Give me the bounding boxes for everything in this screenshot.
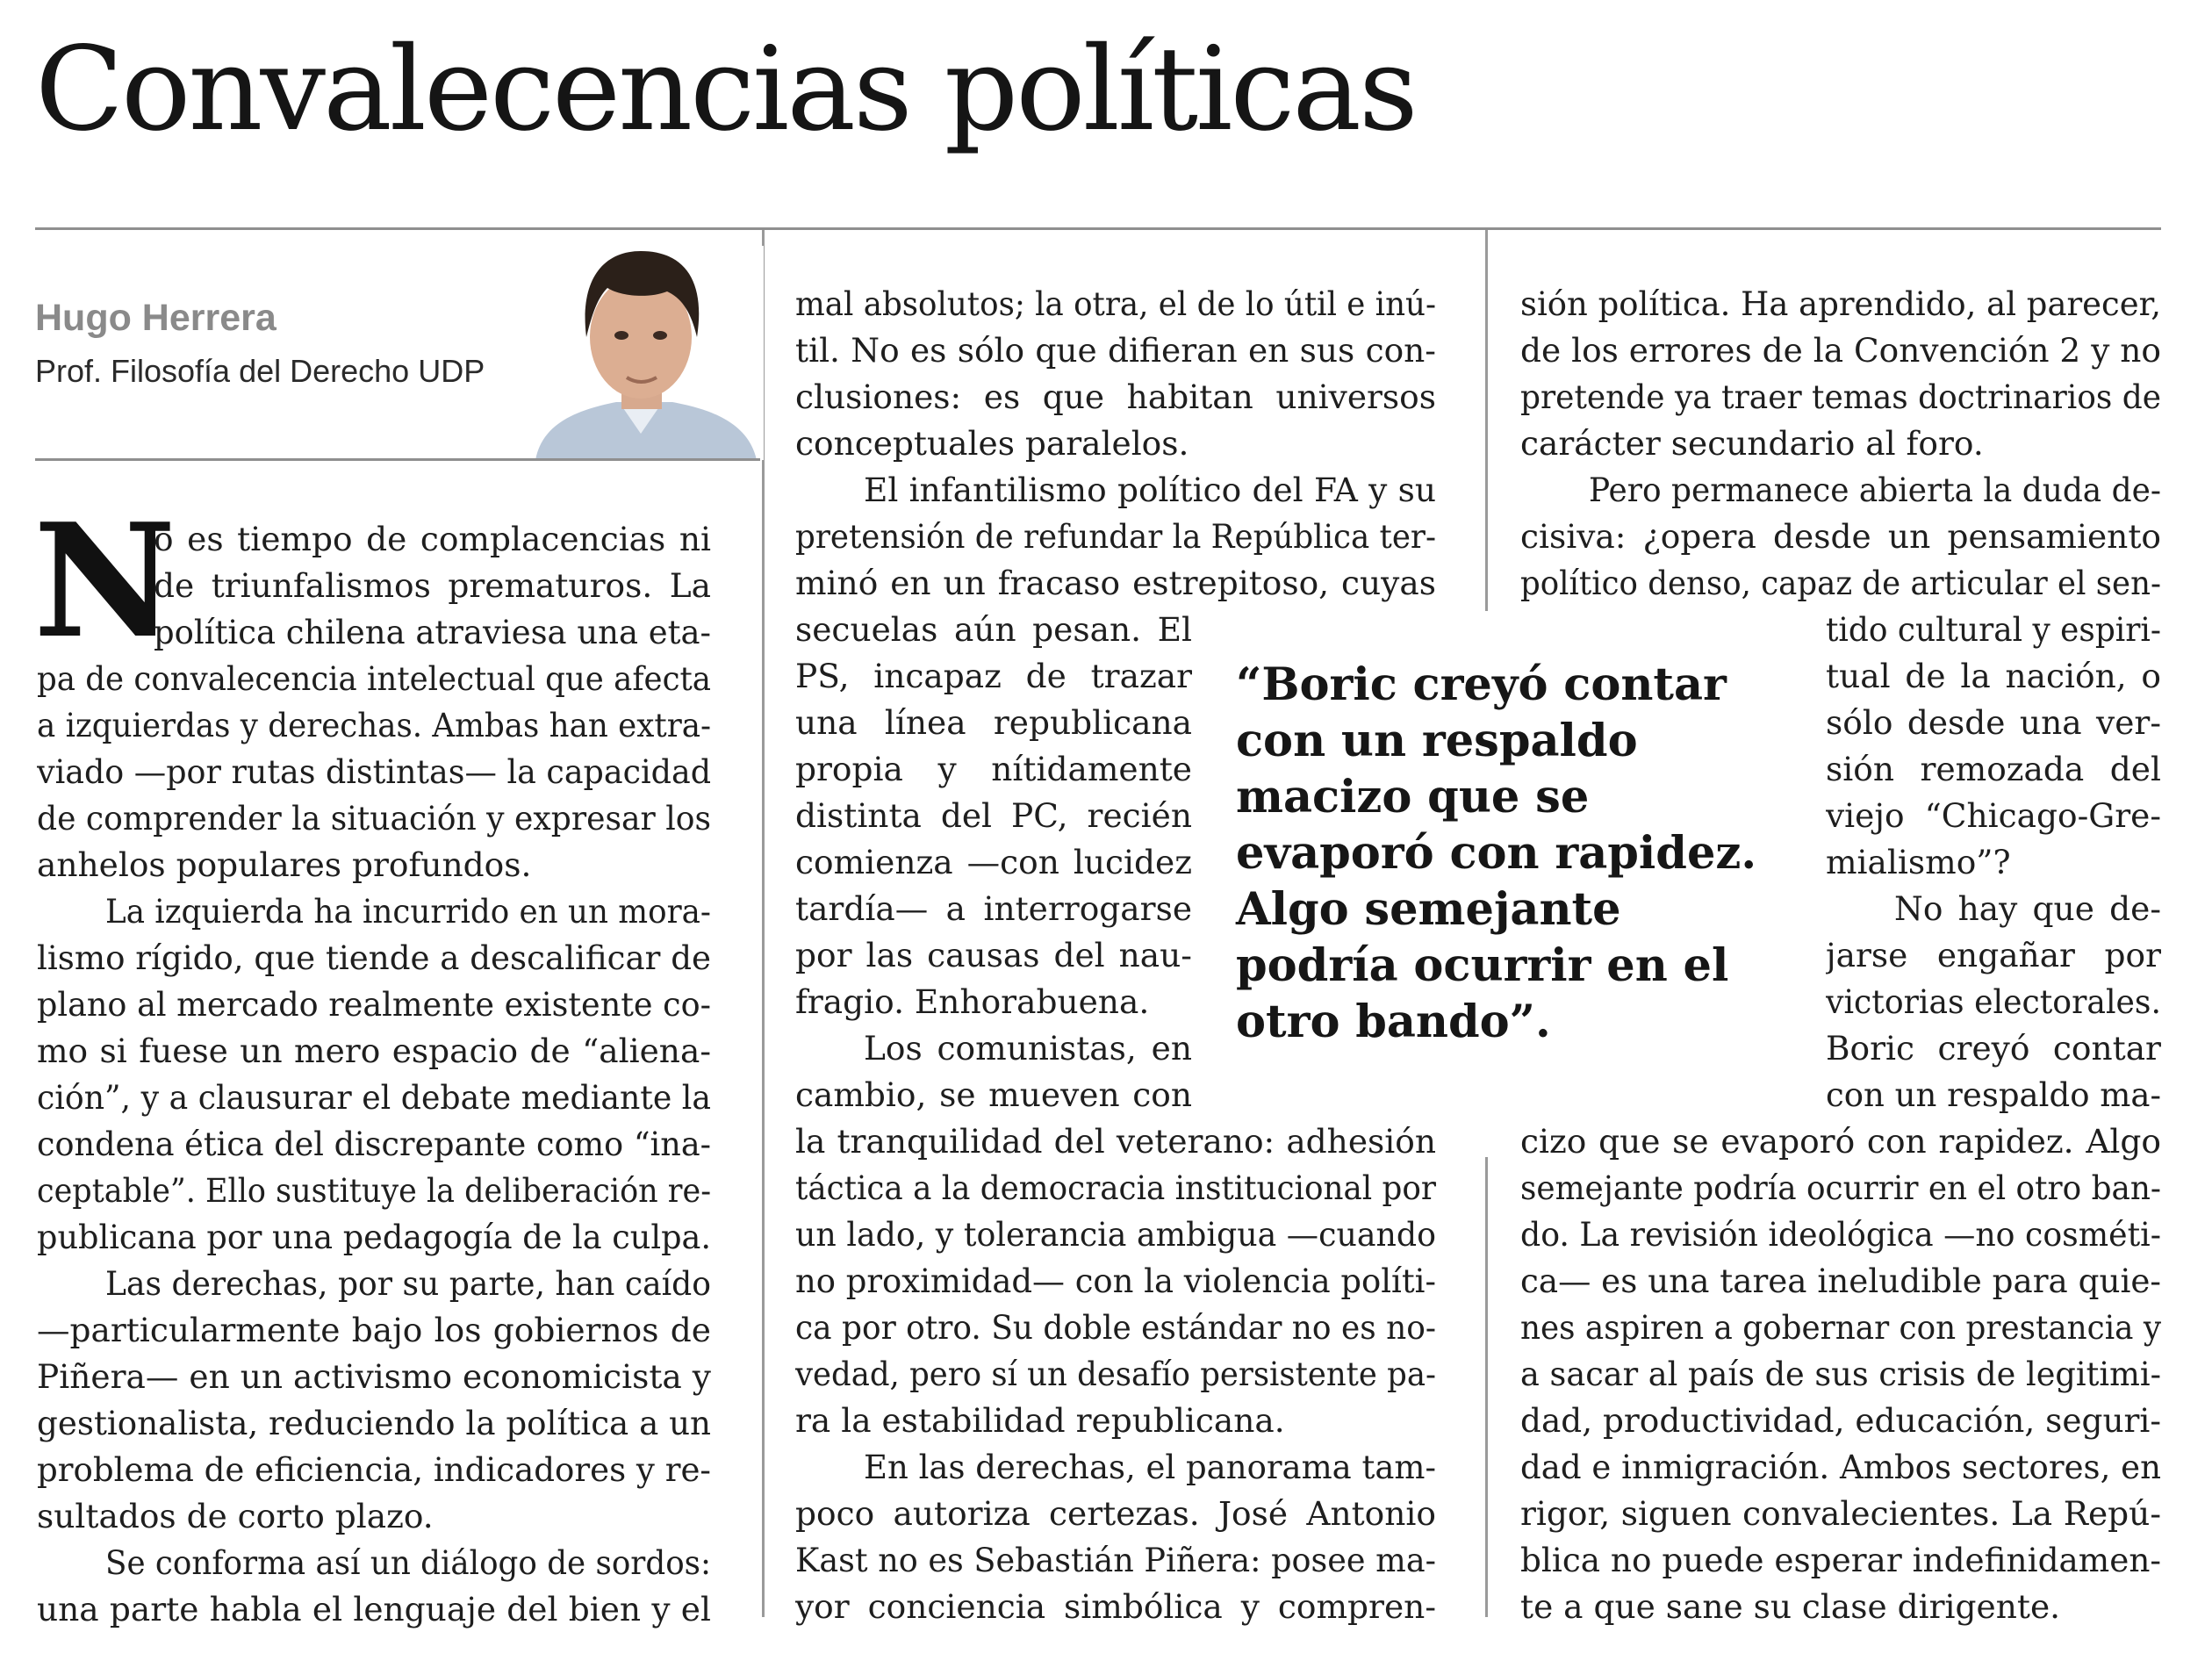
text-line-content: clusiones: es que habitan universos: [795, 377, 1436, 416]
text-line-content: publicana por una pedagogía de la culpa.: [37, 1218, 711, 1256]
text-line: [37, 795, 711, 842]
text-line: [795, 700, 1192, 746]
drop-cap: N: [33, 489, 176, 672]
text-line-content: problema de eficiencia, indicadores y re-: [37, 1450, 711, 1489]
text-line: [1520, 374, 2161, 421]
text-line-content: sólo desde una ver-: [1826, 703, 2161, 742]
text-line-content: una parte habla el lenguaje del bien y el: [37, 1590, 711, 1628]
text-line: [1826, 979, 2161, 1025]
text-line: [37, 1354, 711, 1400]
text-line: [37, 1028, 711, 1075]
text-line: [105, 1540, 711, 1586]
text-line-content: nes aspiren a gobernar con prestancia y: [1520, 1308, 2161, 1347]
text-line-content: de triunfalismos prematuros. La: [154, 566, 711, 605]
text-line-content: la tranquilidad del veterano: adhesión: [795, 1122, 1436, 1161]
text-line: [37, 981, 711, 1028]
text-line: [105, 1261, 711, 1307]
text-line: [37, 656, 711, 702]
text-line: [1826, 700, 2161, 746]
text-line-content: El infantilismo político del FA y su: [864, 471, 1436, 509]
byline-rule: [35, 458, 760, 461]
text-line: [795, 607, 1192, 653]
text-line: [1520, 1537, 2161, 1584]
text-line: [864, 467, 1436, 514]
text-line: [1520, 1258, 2161, 1305]
text-line-content: Pero permanece abierta la duda de-: [1589, 471, 2161, 509]
text-line-content: PS, incapaz de trazar: [795, 657, 1192, 695]
text-line-content: poco autoriza certezas. José Antonio: [795, 1494, 1436, 1533]
text-line-content: político denso, capaz de articular el sen-: [1520, 564, 2161, 602]
text-line-content: No hay que de-: [1894, 889, 2161, 928]
text-line: [795, 1165, 1436, 1211]
text-line: [795, 793, 1192, 839]
text-line: [1826, 932, 2161, 979]
text-line: [154, 609, 711, 656]
text-line: [37, 935, 711, 981]
text-line: [1520, 1584, 2161, 1630]
text-line: [37, 842, 711, 888]
text-line-content: a sacar al país de sus crisis de legitimi-: [1520, 1355, 2161, 1393]
text-line-content: condena ética del discrepante como “ina-: [37, 1125, 711, 1163]
text-line-content: yor conciencia simbólica y compren-: [795, 1587, 1436, 1626]
text-line: [1520, 514, 2161, 560]
text-line-content: pa de convalecencia intelectual que afecta: [37, 659, 711, 698]
text-line-content: un lado, y tolerancia ambigua —cuando: [795, 1215, 1436, 1254]
text-line-content: ceptable”. Ello sustituye la deliberación re-: [37, 1171, 711, 1210]
text-line: [37, 749, 711, 795]
text-line: [1826, 1072, 2161, 1118]
author-role: Prof. Filosofía del Derecho UDP: [35, 353, 485, 389]
top-rule: [35, 227, 2161, 230]
text-line-content: Kast no es Sebastián Piñera: posee ma-: [795, 1541, 1436, 1579]
text-line-content: te a que sane su clase dirigente.: [1520, 1587, 2061, 1626]
text-line: [864, 1025, 1192, 1072]
text-line: [1520, 1444, 2161, 1491]
headline: Convalecencias políticas: [35, 22, 1416, 157]
text-line: [795, 421, 1436, 467]
text-line: [1520, 1211, 2161, 1258]
text-line-content: mialismo”?: [1826, 843, 2011, 881]
text-line: [1520, 327, 2161, 374]
text-line-content: de comprender la situación y expresar los: [37, 799, 711, 838]
text-line: [795, 1072, 1192, 1118]
text-line-content: comienza —con lucidez: [795, 843, 1192, 881]
author-photo: [518, 246, 764, 460]
text-line: [1589, 467, 2161, 514]
text-line-content: victorias electorales.: [1826, 982, 2161, 1021]
text-line-content: a izquierdas y derechas. Ambas han extra-: [37, 706, 711, 744]
text-line: [795, 327, 1436, 374]
text-line-content: Los comunistas, en: [864, 1029, 1192, 1068]
text-line: [1520, 421, 2161, 467]
text-line: [154, 516, 711, 563]
text-line-content: plano al mercado realmente existente co-: [37, 985, 711, 1024]
text-line: [795, 1118, 1436, 1165]
text-line-content: ción”, y a clausurar el debate mediante la: [37, 1078, 711, 1117]
text-line-content: Las derechas, por su parte, han caído: [105, 1264, 711, 1303]
text-line-content: política chilena atraviesa una eta-: [154, 613, 711, 651]
text-line-content: o es tiempo de complacencias ni: [154, 520, 711, 558]
text-line: [1520, 560, 2161, 607]
text-line: [795, 653, 1192, 700]
text-line-content: conceptuales paralelos.: [795, 424, 1189, 463]
text-line: [795, 1211, 1436, 1258]
text-line-content: con un respaldo ma-: [1826, 1075, 2161, 1114]
text-line-content: rigor, siguen convalecientes. La Repú-: [1520, 1494, 2161, 1533]
text-line: [37, 1447, 711, 1493]
text-line: [795, 886, 1192, 932]
text-line-content: no proximidad— con la violencia políti-: [795, 1262, 1436, 1300]
text-line-content: viejo “Chicago-Gre-: [1826, 796, 2161, 835]
text-line: [1826, 793, 2161, 839]
text-line: [1826, 1025, 2161, 1072]
text-line: [795, 1258, 1436, 1305]
text-line: [864, 1444, 1436, 1491]
text-line-content: mal absolutos; la otra, el de lo útil e inú-: [795, 284, 1436, 323]
column-rule-2-lower: [1485, 1157, 1488, 1617]
text-line-content: mo si fuese un mero espacio de “aliena-: [37, 1032, 711, 1070]
text-line-content: cambio, se mueven con: [795, 1075, 1192, 1114]
text-line: [795, 979, 1192, 1025]
text-line: [1520, 1165, 2161, 1211]
text-line: [1520, 1305, 2161, 1351]
text-line-content: viado —por rutas distintas— la capacidad: [37, 752, 711, 791]
text-line-content: gestionalista, reduciendo la política a un: [37, 1404, 711, 1442]
text-line: [37, 1586, 711, 1633]
text-line: [795, 560, 1436, 607]
text-line-content: ca por otro. Su doble estándar no es no-: [795, 1308, 1436, 1347]
text-line-content: Se conforma así un diálogo de sordos:: [105, 1543, 711, 1582]
text-line: [795, 1305, 1436, 1351]
author-name: Hugo Herrera: [35, 297, 276, 339]
text-line: [795, 1584, 1436, 1630]
text-line: [1520, 281, 2161, 327]
text-line-content: pretensión de refundar la República ter-: [795, 517, 1436, 556]
text-line-content: semejante podría ocurrir en el otro ban-: [1520, 1168, 2161, 1207]
text-line-content: propia y nítidamente: [795, 750, 1192, 788]
text-line-content: secuelas aún pesan. El: [795, 610, 1192, 649]
text-line-content: táctica a la democracia institucional por: [795, 1168, 1436, 1207]
text-line: [795, 746, 1192, 793]
text-line-content: sión política. Ha aprendido, al parecer,: [1520, 284, 2161, 323]
text-line-content: anhelos populares profundos.: [37, 845, 532, 884]
text-line-content: ra la estabilidad republicana.: [795, 1401, 1285, 1440]
text-line: [1826, 607, 2161, 653]
text-line-content: til. No es sólo que difieran en sus con-: [795, 331, 1436, 370]
text-line-content: tual de la nación, o: [1826, 657, 2161, 695]
text-line-content: do. La revisión ideológica —no cosméti-: [1520, 1215, 2161, 1254]
text-line: [795, 1351, 1436, 1398]
text-line: [154, 563, 711, 609]
text-line: [1520, 1351, 2161, 1398]
text-line: [1520, 1491, 2161, 1537]
text-line-content: sión remozada del: [1826, 750, 2161, 788]
text-line-content: dad e inmigración. Ambos sectores, en: [1520, 1448, 2161, 1486]
text-line: [1826, 653, 2161, 700]
text-line-content: cizo que se evaporó con rapidez. Algo: [1520, 1122, 2161, 1161]
text-line: [37, 1307, 711, 1354]
text-line-content: una línea republicana: [795, 703, 1192, 742]
text-line: [37, 1214, 711, 1261]
text-line: [795, 281, 1436, 327]
text-line-content: vedad, pero sí un desafío persistente pa-: [795, 1355, 1436, 1393]
text-line-content: cisiva: ¿opera desde un pensamiento: [1520, 517, 2161, 556]
text-line: [37, 1121, 711, 1168]
text-line-content: distinta del PC, recién: [795, 796, 1192, 835]
text-line-content: tido cultural y espiri-: [1826, 610, 2161, 649]
column-rule-2: [1485, 230, 1488, 611]
text-line-content: minó en un fracaso estrepitoso, cuyas: [795, 564, 1436, 602]
text-line: [795, 1398, 1436, 1444]
text-line-content: ca— es una tarea ineludible para quie-: [1520, 1262, 2161, 1300]
text-line: [795, 1491, 1436, 1537]
text-line-content: de los errores de la Convención 2 y no: [1520, 331, 2161, 370]
text-line-content: La izquierda ha incurrido en un mora-: [105, 892, 711, 931]
text-line-content: Piñera— en un activismo economicista y: [37, 1357, 711, 1396]
text-line: [37, 1075, 711, 1121]
text-line: [795, 374, 1436, 421]
text-line-content: lismo rígido, que tiende a descalificar de: [37, 938, 711, 977]
text-line: [37, 1493, 711, 1540]
text-line: [1826, 746, 2161, 793]
text-line-content: por las causas del nau-: [795, 936, 1192, 974]
text-line-content: jarse engañar por: [1826, 936, 2161, 974]
text-line: [795, 1537, 1436, 1584]
text-line: [1520, 1398, 2161, 1444]
text-line-content: sultados de corto plazo.: [37, 1497, 434, 1535]
text-line: [37, 1400, 711, 1447]
text-line-content: —particularmente bajo los gobiernos de: [37, 1311, 711, 1349]
text-line-content: fragio. Enhorabuena.: [795, 982, 1150, 1021]
text-line-content: carácter secundario al foro.: [1520, 424, 1984, 463]
text-line: [1520, 1118, 2161, 1165]
text-line: [795, 839, 1192, 886]
text-line: [795, 514, 1436, 560]
text-line-content: En las derechas, el panorama tam-: [864, 1448, 1436, 1486]
text-line-content: tardía— a interrogarse: [795, 889, 1192, 928]
text-line: [37, 702, 711, 749]
text-line: [37, 1168, 711, 1214]
text-line: [105, 888, 711, 935]
text-line: [795, 932, 1192, 979]
text-line: [1894, 886, 2161, 932]
text-line: [1826, 839, 2161, 886]
text-line-content: Boric creyó contar: [1826, 1029, 2161, 1068]
pull-quote: “Boric creyó contar con un respaldo macizo que se evaporó con rapidez. Algo semejante podría ocurrir en el otro bando”.: [1236, 658, 1757, 1048]
text-line-content: dad, productividad, educación, seguri-: [1520, 1401, 2161, 1440]
text-line-content: pretende ya traer temas doctrinarios de: [1520, 377, 2161, 416]
text-line-content: blica no puede esperar indefinidamen-: [1520, 1541, 2161, 1579]
